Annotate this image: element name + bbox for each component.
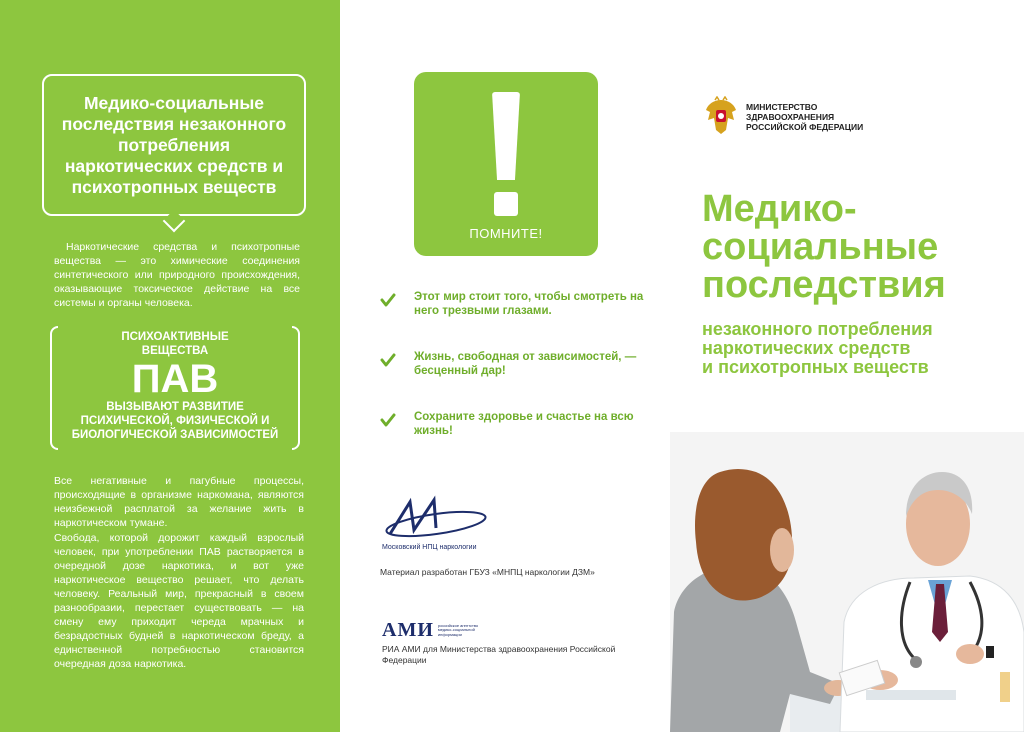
- bubble-title: Медико-социальные последствия незаконного потребления наркотических средств и психотропных веществ: [61, 92, 287, 197]
- ministry-line: МИНИСТЕРСТВО: [746, 102, 818, 112]
- patient-face: [770, 528, 794, 572]
- list-item: [380, 350, 650, 378]
- paragraph-1: Все негативные и пагубные процессы, происходящие в организме наркомана, являются неизбежной расплатой за желание жить в наркотическом тумане.: [54, 475, 304, 529]
- list-item: [380, 290, 650, 318]
- check-icon: [380, 352, 396, 368]
- check-icon: [380, 412, 396, 428]
- ami-logo-small: российское агентство медико-социальной информации: [437, 622, 479, 637]
- right-brace: [292, 326, 300, 450]
- list-item-text: Этот мир стоит того, чтобы смотреть на него трезвыми глазами.: [414, 291, 644, 317]
- watch: [986, 646, 994, 658]
- ministry-line: РОССИЙСКОЙ ФЕДЕРАЦИИ: [746, 122, 864, 132]
- doctor-coat: [840, 576, 1024, 732]
- left-brace: [50, 326, 58, 450]
- middle-panel: [340, 0, 670, 732]
- title-line: Медико-: [702, 188, 857, 230]
- coat-of-arms-icon: [702, 96, 740, 138]
- title-line: социальные: [702, 226, 939, 268]
- exclamation-dot-icon: [494, 192, 518, 216]
- ami-logo: [382, 619, 494, 642]
- subtitle-line: наркотических средств: [702, 338, 911, 358]
- pav-block: [50, 326, 300, 450]
- main-title: [702, 190, 946, 304]
- pav-top-text: ПСИХОАКТИВНЫЕ ВЕЩЕСТВА: [121, 331, 229, 357]
- mnpc-logo: [380, 494, 488, 552]
- right-panel: [670, 0, 1024, 732]
- pill-bottle: [1000, 672, 1010, 702]
- remember-label: ПОМНИТЕ!: [469, 226, 543, 241]
- ministry-header: [702, 96, 863, 138]
- ami-logo-text: АМИ: [382, 619, 434, 641]
- list-item: [380, 410, 650, 438]
- ministry-text: [746, 102, 863, 132]
- doctor-patient-photo: [670, 432, 1024, 732]
- subtitle: [702, 320, 933, 377]
- pav-bottom-text: ВЫЗЫВАЮТ РАЗВИТИЕ ПСИХИЧЕСКОЙ, ФИЗИЧЕСКОЙ И БИОЛОГИЧЕСКОЙ ЗАВИСИМОСТЕЙ: [71, 401, 279, 441]
- paragraph-2: Свобода, которой дорожит каждый взрослый человек, при употреблении ПАВ растворяется в очередной дозе наркотика, и вот уже наркотическое вещество решает, что делать человеку. Реальный мир, прекрасный в своем разнообразии, перестает существовать — на смену ему приходит череда мрачных и безрадостных будней в наркотическом бреду, а единственной потребностью становится очередная доза наркотика.: [54, 532, 304, 670]
- mnpc-caption: Материал разработан ГБУЗ «МНПЦ наркологии ДЗМ»: [380, 567, 595, 577]
- list-item-text: Сохраните здоровье и счастье на всю жизнь!: [414, 411, 634, 437]
- pav-big-text: ПАВ: [131, 357, 219, 401]
- subtitle-line: незаконного потребления: [702, 319, 933, 339]
- remember-box: [414, 72, 598, 256]
- ami-caption: РИА АМИ для Министерства здравоохранения Российской Федерации: [382, 644, 616, 665]
- left-panel: [0, 0, 340, 732]
- check-icon: [380, 292, 396, 308]
- list-item-text: Жизнь, свободная от зависимостей, — бесценный дар!: [414, 351, 637, 377]
- doctor-hand-2: [956, 644, 984, 664]
- clipboard: [866, 690, 956, 700]
- stethoscope-head: [910, 656, 922, 668]
- title-bubble: [42, 74, 306, 216]
- mnpc-logo-text: Московский НПЦ наркологии: [382, 544, 477, 551]
- ministry-line: ЗДРАВООХРАНЕНИЯ: [746, 112, 835, 122]
- exclamation-icon: [492, 92, 520, 180]
- intro-text: Наркотические средства и психотропные вещества — это химические соединения синтетического или природного происхождения, оказывающие токсическое действие на все системы и органы человека.: [54, 241, 300, 309]
- title-line: последствия: [702, 264, 946, 306]
- subtitle-line: и психотропных веществ: [702, 357, 929, 377]
